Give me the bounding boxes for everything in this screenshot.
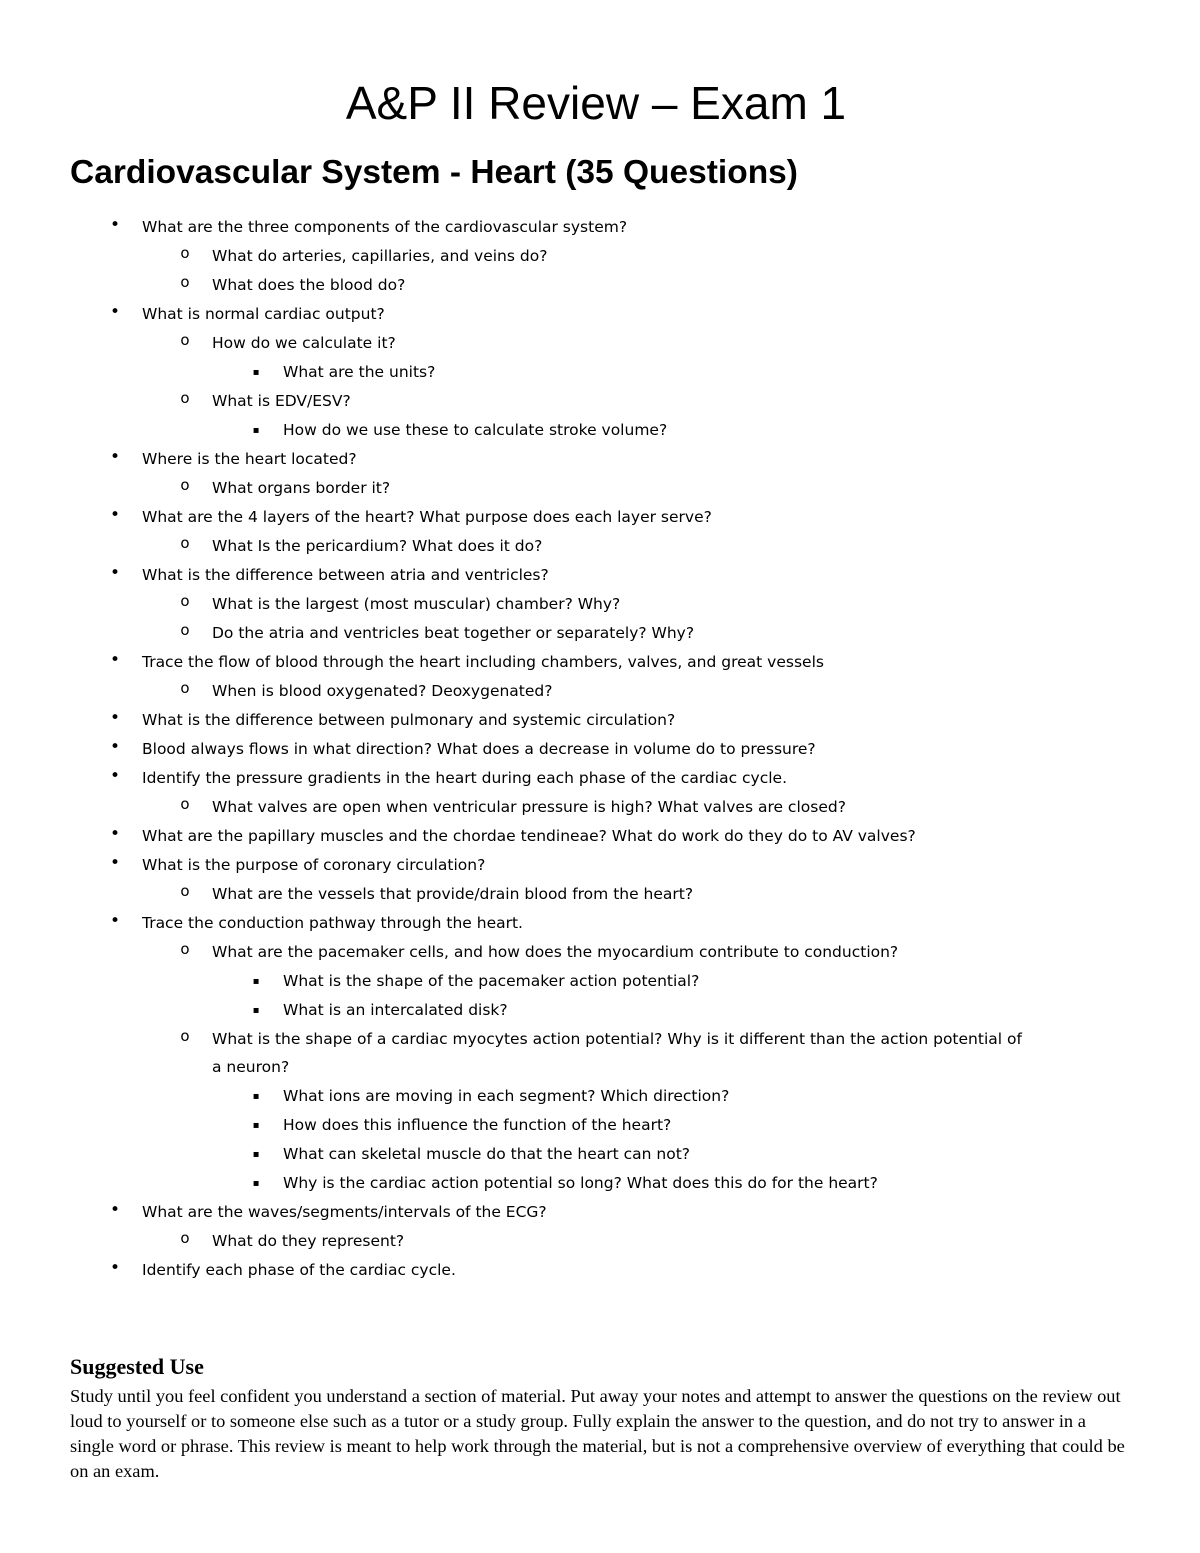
bullet-marker: • <box>109 737 121 757</box>
suggested-use-heading: Suggested Use <box>70 1354 204 1379</box>
question-text: Blood always flows in what direction? What does a decrease in volume do to pressure? <box>142 740 816 758</box>
question-item <box>252 998 508 1023</box>
question-text: How do we calculate it? <box>212 334 396 352</box>
question-text: What is an intercalated disk? <box>283 1001 508 1019</box>
question-text: What are the pacemaker cells, and how does the myocardium contribute to conduction? <box>212 943 899 961</box>
bullet-marker: o <box>180 1027 190 1045</box>
bullet-marker: • <box>109 215 121 235</box>
bullet-marker: ▪ <box>252 1091 260 1102</box>
question-item <box>252 1142 691 1167</box>
question-text: What do arteries, capillaries, and veins do? <box>212 247 548 265</box>
bullet-marker: ▪ <box>252 1149 260 1160</box>
bullet-marker: • <box>109 708 121 728</box>
question-item <box>109 1258 456 1283</box>
question-text-continuation: a neuron? <box>212 1058 290 1076</box>
section-heading: Cardiovascular System - Heart (35 Questions) <box>70 154 798 191</box>
bullet-marker: • <box>109 1200 121 1220</box>
question-item <box>180 389 351 414</box>
question-item <box>180 679 553 704</box>
question-text: What is the shape of a cardiac myocytes action potential? Why is it different than the action potential of <box>212 1030 1022 1048</box>
question-item <box>180 795 846 820</box>
page-title: A&P II Review – Exam 1 <box>345 77 847 129</box>
question-item <box>109 563 549 588</box>
question-text: Trace the conduction pathway through the heart. <box>142 914 523 932</box>
question-text: Identify the pressure gradients in the heart during each phase of the cardiac cycle. <box>142 769 787 787</box>
bullet-marker: • <box>109 911 121 931</box>
bullet-marker: o <box>180 795 190 813</box>
question-item <box>252 1171 878 1196</box>
question-text: What valves are open when ventricular pressure is high? What valves are closed? <box>212 798 846 816</box>
question-text: What can skeletal muscle do that the heart can not? <box>283 1145 691 1163</box>
question-text: What is the difference between atria and ventricles? <box>142 566 549 584</box>
question-item <box>180 621 695 646</box>
bullet-marker: • <box>109 650 121 670</box>
question-text: What is the largest (most muscular) chamber? Why? <box>212 595 621 613</box>
question-item <box>109 215 628 240</box>
bullet-marker: • <box>109 302 121 322</box>
question-text: What are the three components of the cardiovascular system? <box>142 218 628 236</box>
question-text: Trace the flow of blood through the heart including chambers, valves, and great vessels <box>142 653 824 671</box>
question-item <box>180 592 621 617</box>
bullet-marker: • <box>109 824 121 844</box>
question-item <box>109 766 787 791</box>
bullet-marker: o <box>180 244 190 262</box>
question-item <box>180 331 396 356</box>
question-text: What are the units? <box>283 363 436 381</box>
question-item <box>180 273 406 298</box>
question-text: What ions are moving in each segment? Which direction? <box>283 1087 730 1105</box>
bullet-marker: o <box>180 621 190 639</box>
bullet-marker: • <box>109 1258 121 1278</box>
question-item <box>109 505 712 530</box>
bullet-marker: • <box>109 766 121 786</box>
question-item <box>252 969 700 994</box>
question-text: Where is the heart located? <box>142 450 357 468</box>
question-item <box>180 1027 1022 1052</box>
question-text: What are the 4 layers of the heart? What purpose does each layer serve? <box>142 508 712 526</box>
question-text: What organs border it? <box>212 479 391 497</box>
question-text: What is EDV/ESV? <box>212 392 351 410</box>
question-text: What is normal cardiac output? <box>142 305 385 323</box>
question-text: How does this influence the function of the heart? <box>283 1116 672 1134</box>
question-item <box>180 882 694 907</box>
question-item <box>109 853 486 878</box>
bullet-marker: o <box>180 389 190 407</box>
question-text: What are the vessels that provide/drain blood from the heart? <box>212 885 694 903</box>
question-item <box>109 737 816 762</box>
question-item <box>252 360 436 385</box>
question-item <box>180 940 899 965</box>
suggested-use-body: Study until you feel confident you understand a section of material. Put away your notes and attempt to answer the questions on the review out loud to yourself or to someone else such as a tutor or a study group. Fully explain the answer to the question, and do not try to answer in a single word or phrase. This review is meant to help work through the material, but is not a comprehensive overview of everything that could be on an exam. <box>70 1386 1125 1481</box>
bullet-marker: ▪ <box>252 1178 260 1189</box>
bullet-marker: ▪ <box>252 976 260 987</box>
question-item <box>109 911 523 936</box>
question-text: Do the atria and ventricles beat together or separately? Why? <box>212 624 695 642</box>
bullet-marker: o <box>180 940 190 958</box>
question-text: Identify each phase of the cardiac cycle. <box>142 1261 456 1279</box>
bullet-marker: o <box>180 1229 190 1247</box>
question-item <box>109 650 824 675</box>
bullet-marker: o <box>180 882 190 900</box>
question-text: What is the purpose of coronary circulation? <box>142 856 486 874</box>
question-item <box>180 534 543 559</box>
bullet-marker: o <box>180 273 190 291</box>
bullet-marker: ▪ <box>252 1120 260 1131</box>
question-item <box>180 476 391 501</box>
question-item <box>252 1084 730 1109</box>
question-text: What is the shape of the pacemaker action potential? <box>283 972 700 990</box>
question-text: What does the blood do? <box>212 276 406 294</box>
question-item <box>109 708 676 733</box>
bullet-marker: ▪ <box>252 1005 260 1016</box>
question-item <box>109 824 916 849</box>
question-item <box>180 244 548 269</box>
question-text: How do we use these to calculate stroke volume? <box>283 421 668 439</box>
bullet-marker: • <box>109 563 121 583</box>
question-text: Why is the cardiac action potential so long? What does this do for the heart? <box>283 1174 878 1192</box>
question-text: What Is the pericardium? What does it do? <box>212 537 543 555</box>
question-item <box>109 302 385 327</box>
bullet-marker: o <box>180 592 190 610</box>
bullet-marker: • <box>109 447 121 467</box>
bullet-marker: o <box>180 534 190 552</box>
bullet-marker: o <box>180 331 190 349</box>
bullet-marker: ▪ <box>252 425 260 436</box>
question-text: What is the difference between pulmonary and systemic circulation? <box>142 711 676 729</box>
bullet-marker: ▪ <box>252 367 260 378</box>
question-item <box>109 1200 547 1225</box>
question-text: What are the waves/segments/intervals of the ECG? <box>142 1203 547 1221</box>
bullet-marker: o <box>180 476 190 494</box>
question-item <box>180 1229 405 1254</box>
question-text: When is blood oxygenated? Deoxygenated? <box>212 682 553 700</box>
question-item <box>252 1113 672 1138</box>
question-item <box>252 418 668 443</box>
question-item <box>109 447 357 472</box>
bullet-marker: • <box>109 853 121 873</box>
question-text: What do they represent? <box>212 1232 405 1250</box>
question-text: What are the papillary muscles and the chordae tendineae? What do work do they do to AV valves? <box>142 827 916 845</box>
bullet-marker: o <box>180 679 190 697</box>
bullet-marker: • <box>109 505 121 525</box>
